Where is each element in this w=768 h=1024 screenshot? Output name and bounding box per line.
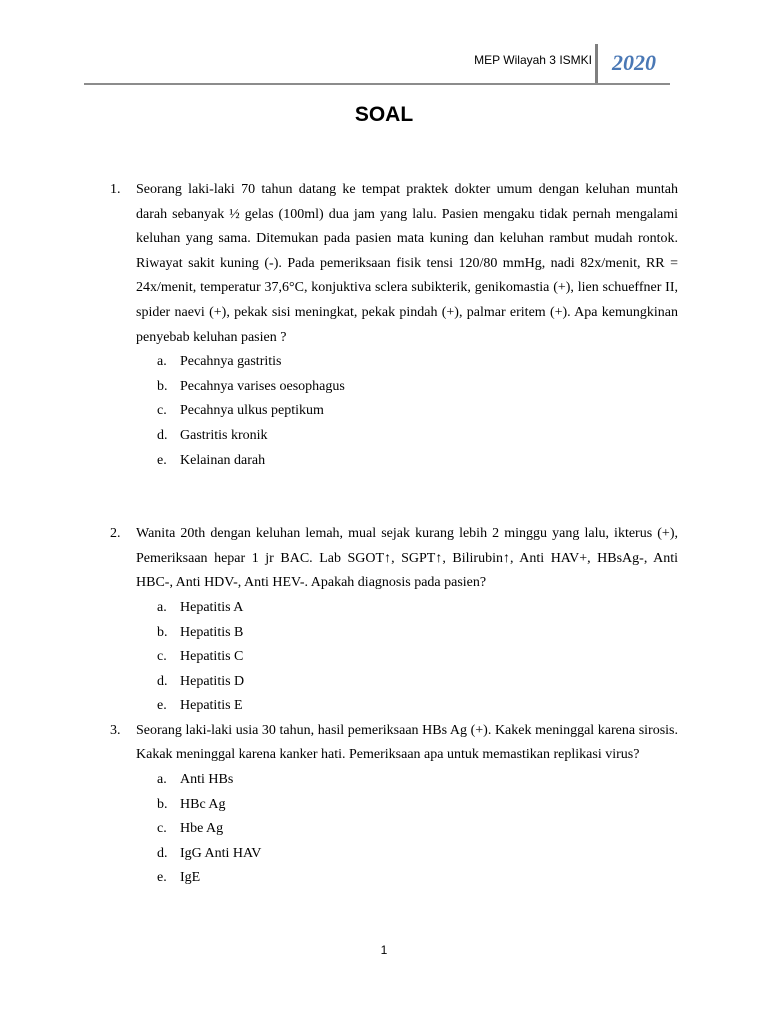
option-text: HBc Ag	[180, 796, 226, 812]
option-letter: a.	[157, 354, 167, 370]
question-2	[110, 522, 678, 596]
option-letter: e.	[157, 870, 167, 886]
option-letter: d.	[157, 427, 168, 443]
question-3	[110, 719, 678, 768]
option-item	[110, 399, 678, 424]
option-item	[110, 645, 678, 670]
question-number: 3.	[110, 722, 121, 738]
option-item	[110, 793, 678, 818]
option-letter: c.	[157, 821, 167, 837]
option-item	[110, 866, 678, 891]
header-year: 2020	[612, 50, 656, 75]
option-letter: d.	[157, 673, 168, 689]
page-header	[84, 44, 670, 84]
option-item	[110, 842, 678, 867]
question-list	[110, 178, 678, 891]
question-1-options	[110, 350, 678, 473]
question-number: 2.	[110, 526, 121, 542]
option-text: IgE	[180, 870, 201, 886]
option-item	[110, 670, 678, 695]
option-letter: c.	[157, 403, 167, 419]
option-text: Pecahnya gastritis	[180, 354, 282, 370]
question-3-options	[110, 768, 678, 891]
option-item	[110, 621, 678, 646]
option-item	[110, 817, 678, 842]
option-text: Gastritis kronik	[180, 427, 268, 443]
option-text: Hepatitis B	[180, 624, 244, 640]
option-letter: e.	[157, 698, 167, 714]
option-item	[110, 449, 678, 474]
option-text: Anti HBs	[180, 772, 234, 788]
question-number: 1.	[110, 182, 121, 197]
option-text: Hepatitis D	[180, 673, 245, 689]
option-text: Pecahnya varises oesophagus	[180, 378, 345, 394]
option-text: Hepatitis C	[180, 649, 244, 665]
option-letter: b.	[157, 624, 168, 640]
option-letter: b.	[157, 378, 168, 394]
option-letter: a.	[157, 599, 167, 615]
header-rule	[84, 83, 670, 85]
question-1	[110, 178, 678, 350]
option-item	[110, 350, 678, 375]
option-text: Hepatitis A	[180, 599, 244, 615]
option-letter: b.	[157, 796, 168, 812]
option-letter: c.	[157, 649, 167, 665]
page-number: 1	[380, 943, 388, 957]
option-text: Hbe Ag	[180, 821, 224, 837]
option-item	[110, 375, 678, 400]
option-text: Kelainan darah	[180, 452, 266, 468]
option-item	[110, 596, 678, 621]
spacer	[110, 473, 678, 522]
option-text: Hepatitis E	[180, 698, 243, 714]
option-text: Pecahnya ulkus peptikum	[180, 403, 324, 419]
question-text: Seorang laki-laki usia 30 tahun, hasil pemeriksaan HBs Ag (+). Kakek meninggal karena sirosis. Kakak meninggal karena kanker hati. Pemeriksaan apa untuk memastikan replikasi virus?	[136, 722, 678, 763]
option-letter: d.	[157, 845, 168, 861]
header-org: MEP Wilayah 3 ISMKI	[474, 53, 592, 67]
question-text: Seorang laki-laki 70 tahun datang ke tempat praktek dokter umum dengan keluhan muntah darah sebanyak ½ gelas (100ml) dua jam yang lalu. Pasien mengaku tidak pernah mengalami keluhan yang sama. Ditemukan pada pasien mata kuning dan keluhan rambut mudah rontok. Riwayat sakit kuning (-). Pada pemeriksaan fisik tensi 120/80 mmHg, nadi 82x/menit, RR = 24x/menit, temperatur 37,6°C, konjuktiva sclera subikterik, genikomastia (+), lien schueffner II, spider naevi (+), pekak sisi meningkat, pekak pindah (+), palmar eritem (+). Apa kemungkinan penyebab keluhan pasien ?	[136, 182, 678, 345]
option-item	[110, 768, 678, 793]
option-item	[110, 694, 678, 719]
question-text: Wanita 20th dengan keluhan lemah, mual sejak kurang lebih 2 minggu yang lalu, ikterus (+), Pemeriksaan hepar 1 jr BAC. Lab SGOT↑, SGPT↑, Bilirubin↑, Anti HAV+, HBsAg-, Anti HBC-, Anti HDV-, Anti HEV-. Apakah diagnosis pada pasien?	[136, 526, 678, 591]
option-item	[110, 424, 678, 449]
option-letter: a.	[157, 772, 167, 788]
option-text: IgG Anti HAV	[180, 845, 262, 861]
question-2-options	[110, 596, 678, 719]
header-separator	[595, 44, 598, 84]
page-title: SOAL	[354, 103, 414, 126]
option-letter: e.	[157, 452, 167, 468]
